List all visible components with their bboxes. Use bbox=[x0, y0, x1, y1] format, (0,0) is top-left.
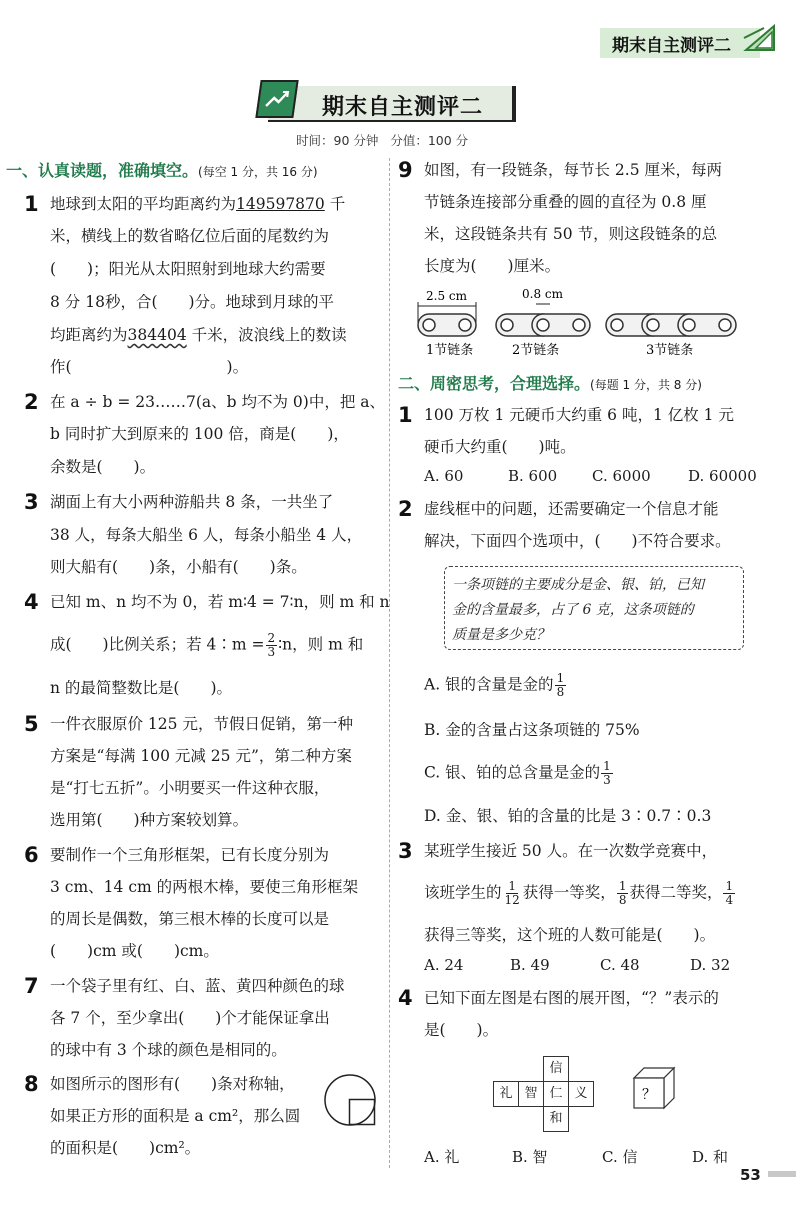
q4-number: 4 bbox=[24, 590, 39, 614]
q8-line2: 如果正方形的面积是 a cm²，那么圆 bbox=[50, 1107, 301, 1125]
q8-number: 8 bbox=[24, 1072, 39, 1096]
page-number: 53 bbox=[740, 1166, 761, 1184]
q2-line2: b 同时扩大到原来的 100 倍，商是( )， bbox=[50, 425, 349, 443]
q6-line3: 的周长是偶数，第三根木棒的长度可以是 bbox=[50, 910, 330, 928]
chain-caption-1: 1节链条 bbox=[426, 343, 474, 358]
q6-line4: ( )cm 或( )cm。 bbox=[50, 942, 219, 960]
s2q3-line3: 获得三等奖，这个班的人数可能是( )。 bbox=[424, 926, 716, 944]
q9-line1: 如图，有一段链条，每节长 2.5 厘米，每两 bbox=[424, 161, 723, 179]
exam-meta: 时间：90 分钟 分值：100 分 bbox=[296, 133, 469, 148]
q1-line4: 8 分 18秒，合( )分。地球到月球的平 bbox=[50, 293, 335, 311]
q5-line1: 一件衣服原价 125 元，节假日促销，第一种 bbox=[50, 715, 353, 733]
s2q1-option-a: A. 60 bbox=[424, 467, 464, 485]
q3-line2: 38 人，每条大船坐 6 人，每条小船坐 4 人， bbox=[50, 526, 363, 544]
cube-question-mark: ？ bbox=[642, 1087, 656, 1103]
s2q4-option-a: A. 礼 bbox=[424, 1148, 460, 1166]
s2q4-options bbox=[424, 1146, 728, 1167]
q7-line2: 各 7 个，至少拿出( )个才能保证拿出 bbox=[50, 1009, 330, 1027]
box-line1: 一条项链的主要成分是金、银、铂，已知 bbox=[452, 577, 704, 593]
s2q3-option-c: C. 48 bbox=[600, 956, 640, 974]
s2q4-number: 4 bbox=[398, 986, 413, 1010]
q4-line2: 成( )比例关系；若 4∶m = $\frac{2}{3}$ ∶n，则 m 和 bbox=[50, 631, 364, 659]
q4-line1: 已知 m、n 均不为 0，若 m∶4 = 7∶n，则 m 和 n bbox=[50, 593, 390, 611]
page-title-block bbox=[250, 78, 512, 124]
q9-line2: 节链条连接部分重叠的圆的直径为 0.8 厘 bbox=[424, 193, 707, 211]
s2q4-option-c: C. 信 bbox=[602, 1148, 638, 1166]
s2q1-option-b: B. 600 bbox=[508, 467, 558, 485]
q2-line3: 余数是( )。 bbox=[50, 458, 156, 476]
s2q1-line1: 100 万枚 1 元硬币大约重 6 吨，1 亿枚 1 元 bbox=[424, 406, 734, 424]
dim-label-1: 2.5 cm bbox=[426, 289, 467, 303]
q6-line1: 要制作一个三角形框架，已有长度分别为 bbox=[50, 846, 330, 864]
s2q4-line1: 已知下面左图是右图的展开图，“？”表示的 bbox=[424, 989, 719, 1007]
s2q3-options bbox=[424, 956, 730, 974]
q4-line3: n 的最简整数比是( )。 bbox=[50, 679, 233, 697]
s2q4-option-d: D. 和 bbox=[692, 1148, 729, 1166]
s2q2-option-b: B. 金的含量占这条项链的 75% bbox=[424, 721, 640, 739]
q9-number: 9 bbox=[398, 158, 413, 182]
s2q3-option-d: D. 32 bbox=[690, 956, 731, 974]
q5-line3: 是“打七五折”。小明要买一件这种衣服， bbox=[50, 779, 330, 797]
s2q2-option-a: A. 银的含量是金的 $\frac{1}{8}$ bbox=[424, 671, 565, 699]
q8-line1: 如图所示的图形有( )条对称轴， bbox=[50, 1075, 295, 1093]
q7-line1: 一个袋子里有红、白、蓝、黄四种颜色的球 bbox=[50, 977, 345, 995]
header-title: 期末自主测评二 bbox=[612, 36, 731, 56]
q5-number: 5 bbox=[24, 712, 39, 736]
s2q2-line1: 虚线框中的问题，还需要确定一个信息才能 bbox=[424, 500, 719, 518]
net-cell-1: 礼 bbox=[493, 1081, 519, 1107]
q2-number: 2 bbox=[24, 390, 39, 414]
q7-number: 7 bbox=[24, 974, 39, 998]
q7-line3: 的球中有 3 个球的颜色是相同的。 bbox=[50, 1041, 287, 1059]
s2q4-line2: 是( )。 bbox=[424, 1021, 499, 1039]
q5-line4: 选用第( )种方案较划算。 bbox=[50, 811, 249, 829]
section-2-title: 二、周密思考，合理选择。(每题 1 分，共 8 分) bbox=[398, 374, 702, 393]
s2q3-option-a: A. 24 bbox=[424, 956, 464, 974]
chain-caption-2: 2节链条 bbox=[512, 343, 560, 358]
q3-line1: 湖面上有大小两种游船共 8 条，一共坐了 bbox=[50, 493, 334, 511]
s2q3-line1: 某班学生接近 50 人。在一次数学竞赛中， bbox=[424, 842, 718, 860]
q1-line6: 作( )。 bbox=[50, 358, 249, 376]
s2q2-option-d: D. 金、银、铂的含量的比是 3∶0.7∶0.3 bbox=[424, 807, 712, 825]
page-number-bar bbox=[768, 1171, 796, 1177]
q3-line3: 则大船有( )条，小船有( )条。 bbox=[50, 558, 307, 576]
q8-line3: 的面积是( )cm²。 bbox=[50, 1139, 201, 1157]
q1-line1: 地球到太阳的平均距离约为149597870 千 bbox=[50, 195, 346, 213]
trend-icon bbox=[255, 80, 298, 118]
s2q1-line2: 硬币大约重( )吨。 bbox=[424, 438, 576, 456]
s2q4-option-b: B. 智 bbox=[512, 1148, 548, 1166]
page-title: 期末自主测评二 bbox=[322, 95, 484, 120]
q9-line4: 长度为( )厘米。 bbox=[424, 257, 561, 275]
q1-line2: 米，横线上的数省略亿位后面的尾数约为 bbox=[50, 227, 330, 245]
column-divider bbox=[389, 158, 390, 1168]
net-cell-4: 义 bbox=[568, 1081, 594, 1107]
q5-line2: 方案是“每满 100 元减 25 元”，第二种方案 bbox=[50, 747, 352, 765]
s2q3-number: 3 bbox=[398, 839, 413, 863]
q6-number: 6 bbox=[24, 843, 39, 867]
dim-label-2: 0.8 cm bbox=[522, 287, 563, 301]
chain-caption-3: 3节链条 bbox=[646, 343, 694, 358]
s2q3-option-b: B. 49 bbox=[510, 956, 550, 974]
box-line3: 质量是多少克？ bbox=[452, 627, 550, 643]
q6-line2: 3 cm、14 cm 的两根木棒，要使三角形框架 bbox=[50, 878, 359, 896]
section-1-title: 一、认真读题，准确填空。(每空 1 分，共 16 分) bbox=[6, 161, 318, 180]
s2q1-number: 1 bbox=[398, 403, 413, 427]
s2q2-option-c: C. 银、铂的总含量是金的 $\frac{1}{3}$ bbox=[424, 759, 611, 787]
box-line2: 金的含量最多，占了 6 克，这条项链的 bbox=[452, 602, 694, 618]
cube-figure bbox=[632, 1066, 678, 1112]
s2q1-option-c: C. 6000 bbox=[592, 467, 651, 485]
s2q2-line2: 解决，下面四个选项中，( )不符合要求。 bbox=[424, 532, 731, 550]
q1-line3: ( )；阳光从太阳照射到地球大约需要 bbox=[50, 260, 326, 278]
circle-square-figure bbox=[322, 1072, 378, 1128]
net-cell-top: 信 bbox=[543, 1056, 569, 1082]
net-cell-bottom: 和 bbox=[543, 1106, 569, 1132]
q2-line1: 在 a ÷ b = 23……7(a、b 均不为 0)中，把 a、 bbox=[50, 393, 385, 411]
chain-diagram bbox=[412, 284, 752, 360]
q3-number: 3 bbox=[24, 490, 39, 514]
s2q1-options bbox=[424, 467, 757, 485]
net-cell-3: 仁 bbox=[543, 1081, 569, 1107]
s2q1-option-d: D. 60000 bbox=[688, 467, 757, 485]
s2q2-number: 2 bbox=[398, 497, 413, 521]
net-cell-2: 智 bbox=[518, 1081, 544, 1107]
ruler-triangle-icon bbox=[742, 22, 778, 54]
s2q3-line2: 该班学生的 $\frac{1}{12}$ 获得一等奖， $\frac{1}{8}$ 获得二等奖， $\frac{1}{4}$ bbox=[424, 879, 734, 907]
q1-number: 1 bbox=[24, 192, 39, 216]
q1-line5: 均距离约为384404 千米，波浪线上的数读 bbox=[50, 326, 347, 344]
q9-line3: 米，这段链条共有 50 节，则这段链条的总 bbox=[424, 225, 718, 243]
